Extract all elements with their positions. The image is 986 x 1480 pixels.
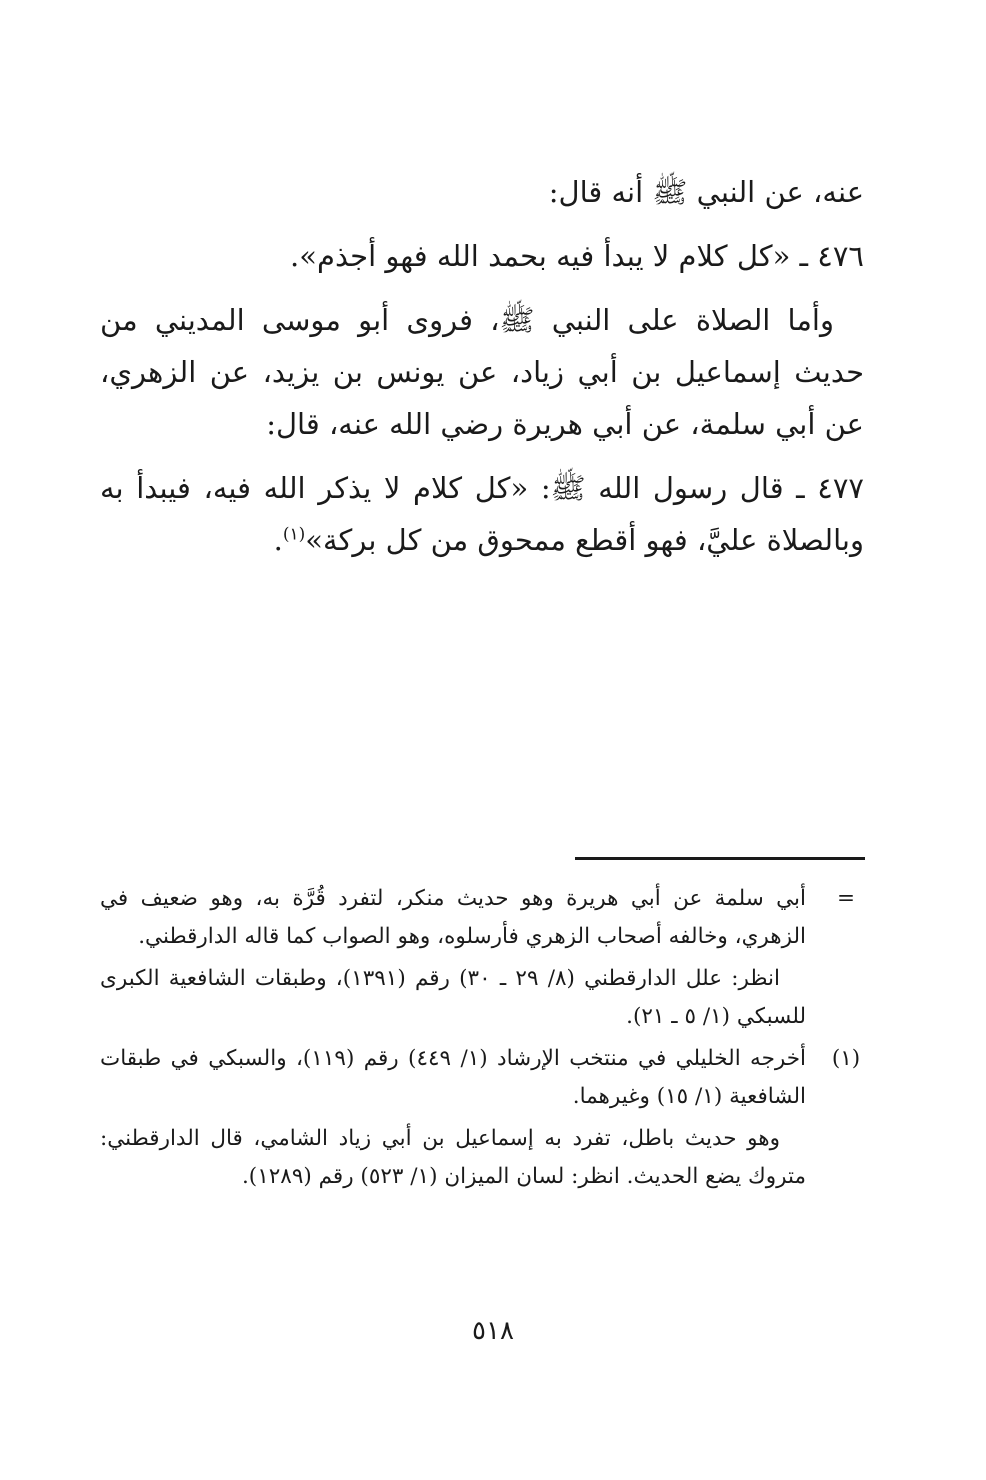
paragraph-3: وأما الصلاة على النبي ﷺ، فروى أبو موسى المديني من حديث إسماعيل بن أبي زياد، عن يونس بن يزيد، عن الزهري، عن أبي سلمة، عن أبي هريرة رضي الله عنه، قال: [100, 303, 864, 441]
footnote-reference-1[interactable]: (١) [282, 524, 306, 545]
footnote-reference-list [100, 960, 866, 1036]
hadith-477-end: . [273, 523, 283, 557]
hadith-477-text: ٤٧٧ ـ قال رسول الله ﷺ: «كل كلام لا يذكر الله فيه، فيبدأ به وبالصلاة عليَّ، فهو أقطع ممحوق من كل بركة» [100, 471, 864, 557]
footnote-text: وهو حديث باطل، تفرد به إسماعيل بن أبي زياد الشامي، قال الدارقطني: متروك يضع الحديث. انظر: لسان الميزان (١/ ٥٢٣) رقم (١٢٨٩). [100, 1126, 806, 1189]
page-number: ٥١٨ [472, 1316, 514, 1346]
footnote-1 [100, 1040, 866, 1116]
hadith-476: ٤٧٦ ـ «كل كلام لا يبدأ فيه بحمد الله فهو أجذم». [290, 239, 864, 273]
hadith-477 [100, 462, 864, 566]
paragraph-1: عنه، عن النبي ﷺ أنه قال: [548, 175, 864, 209]
continuation-marker: = [836, 886, 855, 911]
footnote-1-comment [100, 1120, 866, 1196]
footnote-separator [575, 857, 865, 860]
footnote-text: أبي سلمة عن أبي هريرة وهو حديث منكر، لتفرد قُرَّة به، وهو ضعيف في الزهري، وخالفه أصحاب الزهري فأرسلوه، وهو الصواب كما قاله الدارقطني. [100, 886, 806, 949]
footnote-continuation [100, 880, 866, 956]
footnote-text: أخرجه الخليلي في منتخب الإرشاد (١/ ٤٤٩) رقم (١١٩)، والسبكي في طبقات الشافعية (١/ ١٥) وغيرهما. [100, 1046, 806, 1109]
main-text [100, 166, 864, 566]
footnote-text: انظر: علل الدارقطني (٨/ ٢٩ ـ ٣٠) رقم (١٣٩١)، وطبقات الشافعية الكبرى للسبكي (١/ ٥ ـ ٢١). [100, 966, 806, 1029]
footnotes-section [100, 880, 866, 1196]
footnote-marker: (١) [831, 1046, 861, 1071]
